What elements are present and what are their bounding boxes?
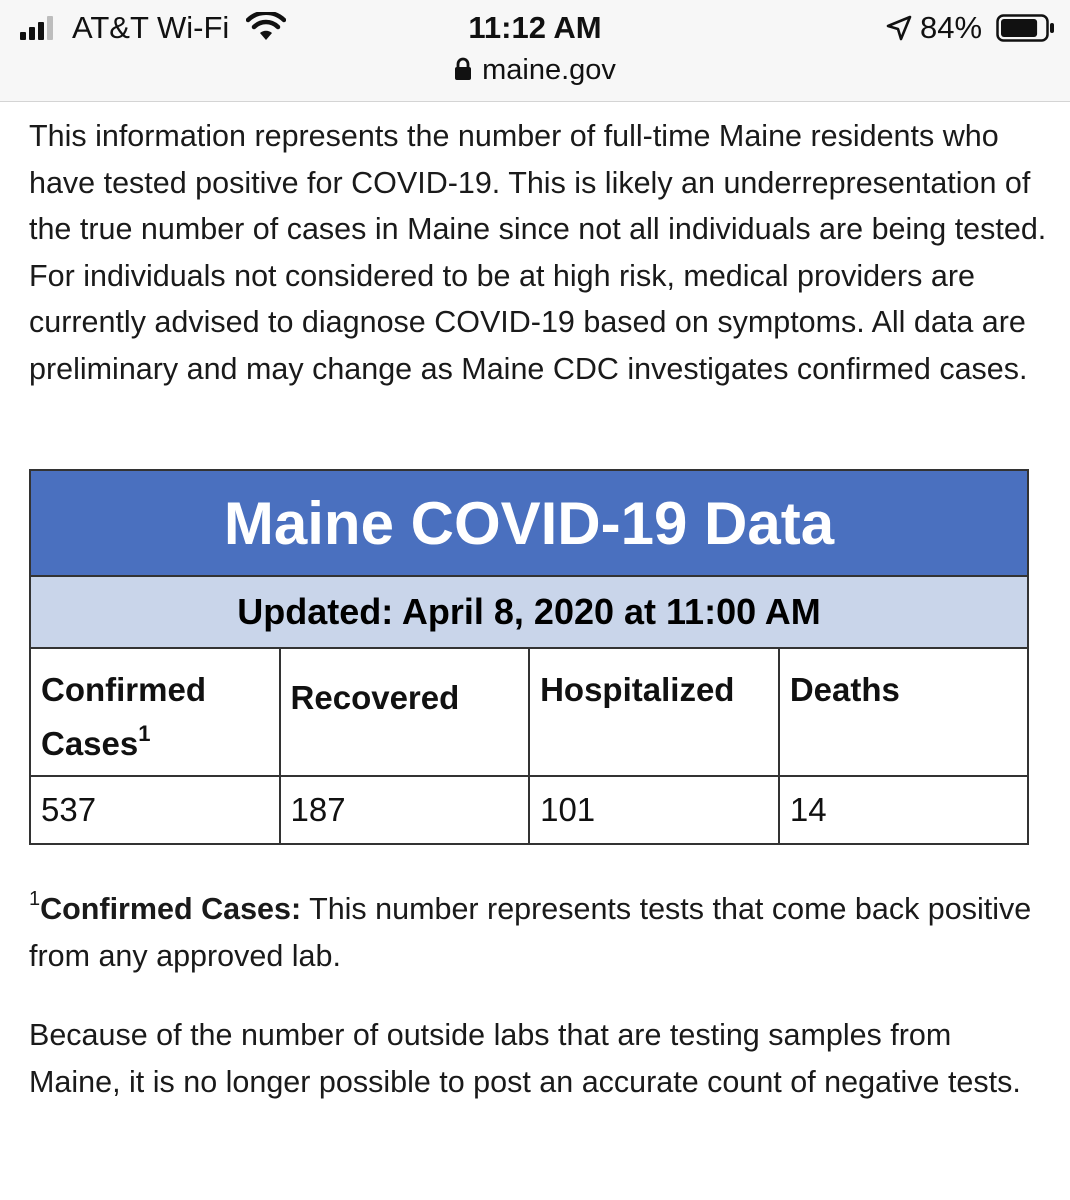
- status-time: 11:12 AM: [468, 10, 602, 45]
- header-recovered: Recovered: [280, 648, 530, 776]
- url-domain: maine.gov: [482, 54, 616, 86]
- footnote-term: Confirmed Cases:: [40, 892, 302, 926]
- value-hospitalized: 101: [529, 776, 779, 844]
- value-confirmed-cases: 537: [30, 776, 280, 844]
- browser-top-bar: [0, 0, 1070, 102]
- footnote-marker: 1: [138, 721, 151, 746]
- updated-timestamp: Updated: April 8, 2020 at 11:00 AM: [30, 576, 1028, 648]
- header-hospitalized: Hospitalized: [529, 648, 779, 776]
- negative-tests-note: Because of the number of outside labs that are testing samples from Maine, it is no longer possible to post an accurate count of negative tests.: [29, 1018, 1021, 1099]
- header-row: [30, 648, 1028, 776]
- lock-icon: [454, 57, 472, 81]
- confirmed-cases-footnote: [29, 886, 1049, 979]
- battery-percentage: 84%: [920, 10, 983, 45]
- header-confirmed-line1: Confirmed: [41, 671, 206, 708]
- covid-data-table: [29, 469, 1029, 845]
- header-confirmed-cases: [30, 648, 280, 776]
- header-confirmed-line2: Cases: [41, 725, 139, 762]
- intro-paragraph: This information represents the number of full-time Maine residents who have tested positive for COVID-19. This is likely an underrepresentation of the true number of cases in Maine since not all individuals are being tested. For individuals not considered to be at high risk, medical providers are currently advised to diagnose COVID-19 based on symptoms. All data are preliminary and may change as Maine CDC investigates confirmed cases.: [29, 119, 1047, 386]
- address-bar[interactable]: [0, 54, 1070, 87]
- footnote-number: 1: [29, 888, 41, 910]
- value-deaths: 14: [779, 776, 1028, 844]
- table-row: [30, 776, 1028, 844]
- header-deaths: Deaths: [779, 648, 1028, 776]
- location-arrow-icon: [886, 15, 912, 41]
- carrier-name: AT&T Wi-Fi: [72, 10, 230, 45]
- footnote-text: This number represents tests that come back positive from any approved lab.: [29, 892, 1032, 973]
- battery-icon: [996, 14, 1056, 42]
- value-recovered: 187: [280, 776, 530, 844]
- table-title: Maine COVID-19 Data: [30, 470, 1028, 576]
